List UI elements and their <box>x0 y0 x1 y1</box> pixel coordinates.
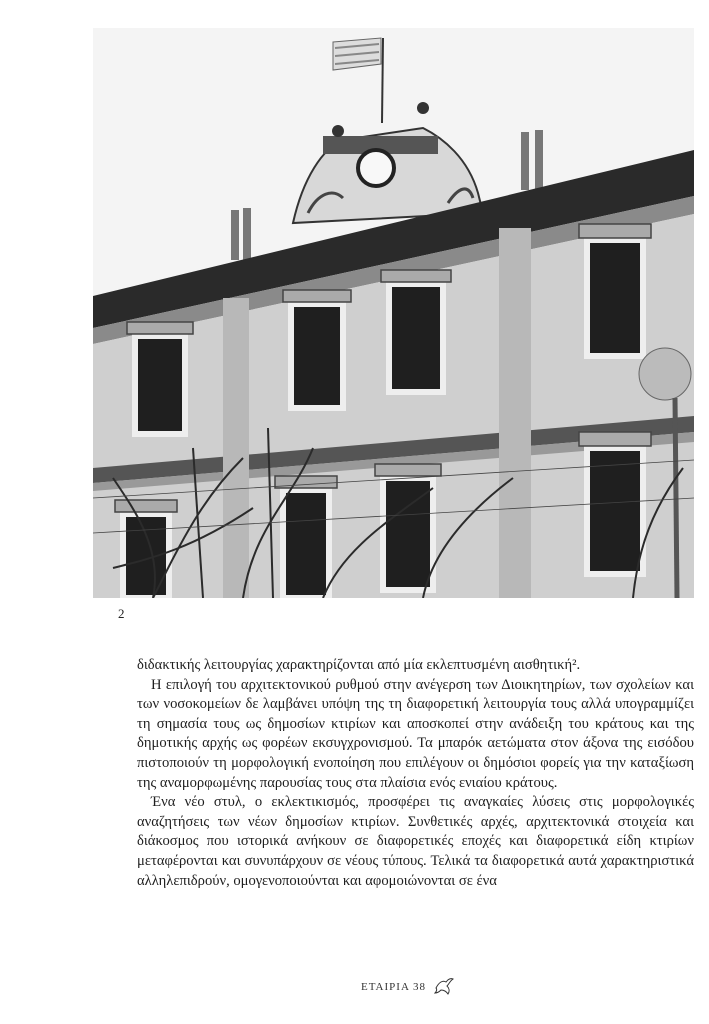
paragraph-2: Η επιλογή του αρχιτεκτονικού ρυθμού στην ανέγερση των Διοικητηρίων, των σχολείων και των νοσοκομείων δε λαμβάνει υπόψη της τη διαφορετική λειτουργία τους αλλά υπογραμμίζει τη σημασία τους ως δημοσίων κτιρίων και αποσκοπεί στην ανάδειξη του κράτους και της δημοτικής αρχής ως φορέων εκσυγχρονισμού. Τα μπαρόκ αετώματα στον άξονα της εισόδου πιστοποιούν τη μορφολογική ενοποίηση που επιλέγουν οι δημόσιοι φορείς για την καταξίωση της αναμορφωμένης παρουσίας τους στα πλαίσια ενός ενιαίου κράτους. <box>137 676 694 791</box>
page-footer <box>361 976 454 999</box>
page-number: 38 <box>413 981 427 994</box>
figure-number: 2 <box>118 606 125 621</box>
body-text <box>137 656 694 891</box>
paragraph-3: Ένα νέο στυλ, ο εκλεκτικισμός, προσφέρει τις αναγκαίες λύσεις στις μορφολογικές αναζητήσεις των νέων δημοσίων κτιρίων. Συνθετικές αρχές, αρχιτεκτονικά στοιχεία και διάκοσμος που ιστορικά ανήκουν σε διαφορετικές εποχές και διαφορετικά είδη κτιρίων μεταφέρονται και συνυπάρχουν σε νέους τύπους. Τελικά τα διαφορετικά αυτά χαρακτηριστικά αλληλεπιδρούν, ομογενοποιούνται και αφομοιώνονται σε ένα <box>137 794 694 889</box>
building-photo <box>93 28 694 598</box>
bird-logo-icon <box>434 976 454 999</box>
footer-label: ΕΤΑΙΡΙΑ <box>361 981 410 994</box>
paragraph-1: διδακτικής λειτουργίας χαρακτηρίζονται από μία εκλεπτυσμένη αισθητική². <box>137 657 581 673</box>
